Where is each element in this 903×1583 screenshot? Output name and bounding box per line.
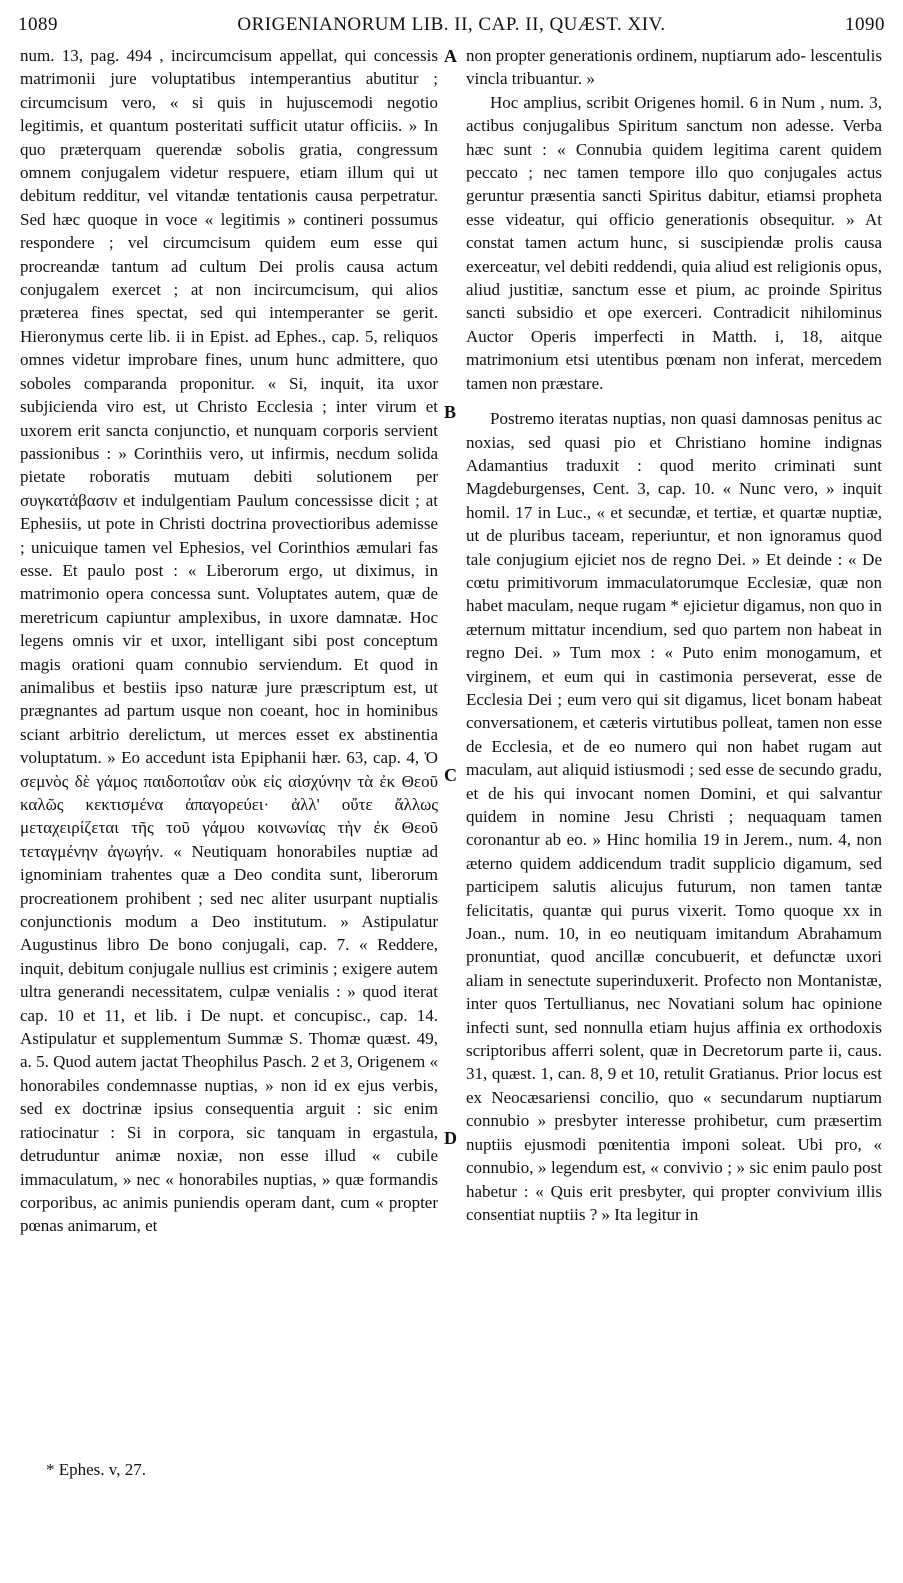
right-paragraph-2: Hoc amplius, scribit Origenes homil. 6 in Num , num. 3, actibus conjugalibus Spiritum sanctum non adesse. Verba hæc sunt : « Connubia quidem legitima carent quidem peccato ; nec tamen tempore illo quo conjugales actus geruntur præsentia sancti Spiritus dabitur, etiamsi propheta esse videatur, qui officio generationis obsequitur. » At constat tamen actum hunc, si suscipiendæ prolis causa exerceatur, vel debiti reddendi, quia aliud est religionis opus, aliud justitiæ, sanctum esse et pium, ac proinde Spiritus sancti subsidio et ope exerceri. Contradicit nihilominus Auctor Operis imperfecti in Matth. i, 18, aitque matrimonium etsi utentibus pœnam non inferat, mercedem tamen non præstare.: [466, 92, 882, 393]
margin-marker-c: C: [444, 765, 457, 785]
running-title: ORIGENIANORUM LIB. II, CAP. II, QUÆST. XIV.: [237, 14, 666, 35]
margin-marker-b: B: [444, 402, 457, 422]
right-paragraph-3: Postremo iteratas nuptias, non quasi damnosas penitus ac noxias, sed quasi pio et Christiano homine indignas Adamantius traduxit : quod merito criminati sunt Magdeburgenses, Cent. 3, cap. 10. « Nunc vero, » inquit homil. 17 in Luc., « et secundæ, et tertiæ, et quartæ nuptiæ, ut de pluribus taceam, reperiuntur, et non ignoramus quod tale conjugium ejiciet nos de regno Dei. » Et deinde : « De cœtu primitivorum immaculatorumque Ecclesiæ, quæ non habet maculam, neque rugam * ejicietur digamus, non quo in æternum mittatur incendium, sed quo partem non habeat in regno Dei. » Tum mox : « Puto enim monogamum, et virginem, et eum qui in castimonia perseverat, esse de Ecclesia Dei ; eum vero qui sit digamus, licet bonam habeat conversationem, et cæteris virtutibus polleat, tamen non esse de Ecclesia, et de eo numero qui non habet rugam aut maculam, aut aliquid istiusmodi ; sed esse de secundo gradu, et de his qui invocant nomen Domini, et qui salvantur quidem in nomine Jesu Christi ; nequaquam tamen coronantur ab eo. » Hinc homilia 19 in Jerem., num. 4, non æterno quidem addicendum tradit supplicio digamum, sed participem salutis alicujus futurum, non tamen tantæ felicitatis, quantæ qui purus vixerit. Tomo quoque xx in Joan., num. 10, in eo neutiquam imitandum Abrahamum pronuntiat, quod ancillæ concubuerit, et defunctæ uxori aliam in senectute superinduxerit. Profecto non Montanistæ, inter quos Tertullianus, nec Novatiani solum hac opinione infecti sunt, sed nonnulla etiam hujus affinia ex orthodoxis scriptoribus afferri solent, quæ in Decretorum parte ii, caus. 31, quæst. 1, can. 8, 9 et 10, retulit Gratianus. Prior locus est ex Neocæsariensi concilio, quo « secundarum nuptiarum connubio » presbyter interesse prohibetur, cum præsertim nuptiis ejusmodi pœnitentia imponi soleat. Ubi pro, « connubio, » legendum est, « convivio ; » sic enim paulo post habetur : « Quis erit presbyter, qui propter convivium illis consentiat nuptiis ? » Ita legitur in: [466, 409, 882, 1224]
footnote: * Ephes. v, 27.: [46, 1460, 146, 1479]
left-column: [20, 44, 438, 1238]
page-number-right: 1090: [845, 14, 885, 35]
page-header: [18, 14, 885, 38]
right-paragraph-1: non propter generationis ordinem, nuptiarum ado- lescentulis vincla tribuantur. »: [466, 46, 882, 89]
margin-marker-d: D: [444, 1128, 457, 1148]
left-paragraph-1: num. 13, pag. 494 , incircumcisum appellat, qui concessis matrimonii jure voluptatibus intemperantius abutitur ; circumcisum vero, « si quis in hujuscemodi negotio legitimis, et quantum posteritati sufficit utatur officiis. » In quo præterquam querendæ sobolis gratia, congressum omnem conjugalem videtur respuere, etiam illum qui ut debitum redditur, vel vitandæ tentationis causa perpetratur. Sed hæc quoque in voce « legitimis » contineri possumus respondere ; vel circumcisum quidem eum esse qui procreandæ tantum ad cultum Dei prolis causa actum conjugalem exercet ; at non incircumcisum, qui alios præterea fines spectat, sed qui intemperanter se gerit. Hieronymus certe lib. ii in Epist. ad Ephes., cap. 5, reliquos omnes videtur improbare fines, unum hunc admittere, quo soboles comparanda proponitur. « Si, inquit, ita uxor subjicienda viro est, ut Christo Ecclesia ; inter virum et uxorem erit sancta conjunctio, et nunquam corporis servient passionibus : » Corinthiis vero, ut infirmis, necdum solida pietate roboratis mutuam debiti solutionem per συγκατάβασιν et indulgentiam Paulum concessisse dicit ; at Ephesiis, ut pote in Christi doctrina provectioribus ademisse ; unicuique tamen vel Ephesios, vel Corinthios æmulari fas esse. Et paulo post : « Liberorum ergo, ut diximus, in matrimonio opera concessa sunt. Voluptates autem, quæ de meretricum capiuntur amplexibus, in uxore damnatæ. Hoc legens omnis vir et uxor, intelligant sibi post conceptum magis orationi quam connubio serviendum. Et quod in animalibus et bestiis ipso naturæ jure præscriptum est, ut prægnantes ad partum usque non coeant, hoc in hominibus sciant arbitrio derelictum, ut merces esset ex abstinentia voluptatum. » Eo accedunt ista Epiphanii hær. 63, cap. 4, Ὁ σεμνὸς δὲ γάμος παιδοποιΐαν οὐκ εἰς αἰσχύνην τὰ ἐκ Θεοῦ καλῶς κεκτισμένα ἀπαγορεύει· ἀλλ' οὔτε ἄλλως μεταχειρίζεται τῆς τοῦ γάμου κοινωνίας τὴν ἐκ Θεοῦ τεταγμένην ἀγωγήν. « Neutiquam honorabiles nuptiæ ad ignominiam trahentes quæ a Deo condita sunt, liberorum procreationem prohibent ; sed nec aliter usurpant nuptialis conjunctionis modum a Deo institutum. » Astipulatur Augustinus libro De bono conjugali, cap. 7. « Reddere, inquit, debitum conjugale nullius est criminis ; exigere autem ultra generandi necessitatem, culpæ venialis : » quod iterat cap. 10 et 11, et lib. i De nupt. et concupisc., cap. 14. Astipulatur et supplementum Summæ S. Thomæ quæst. 49, a. 5. Quod autem jactat Theophilus Pasch. 2 et 3, Origenem « honorabiles condemnasse nuptias, » non id ex ejus verbis, sed ex doctrinæ ipsius consequentia arguit : sic enim ratiocinatur : Si in corpora, sic tanquam in ergastula, detruduntur animæ noxiæ, non esse illud « cubile immaculatum, » nec « honorabiles nuptias, » quæ formandis corporibus, ac animis puniendis operam dant, cum « propter pœnas animarum, et: [20, 46, 438, 1236]
page-number-left: 1089: [18, 14, 58, 35]
right-column: [466, 44, 882, 1226]
margin-marker-a: A: [444, 46, 457, 66]
